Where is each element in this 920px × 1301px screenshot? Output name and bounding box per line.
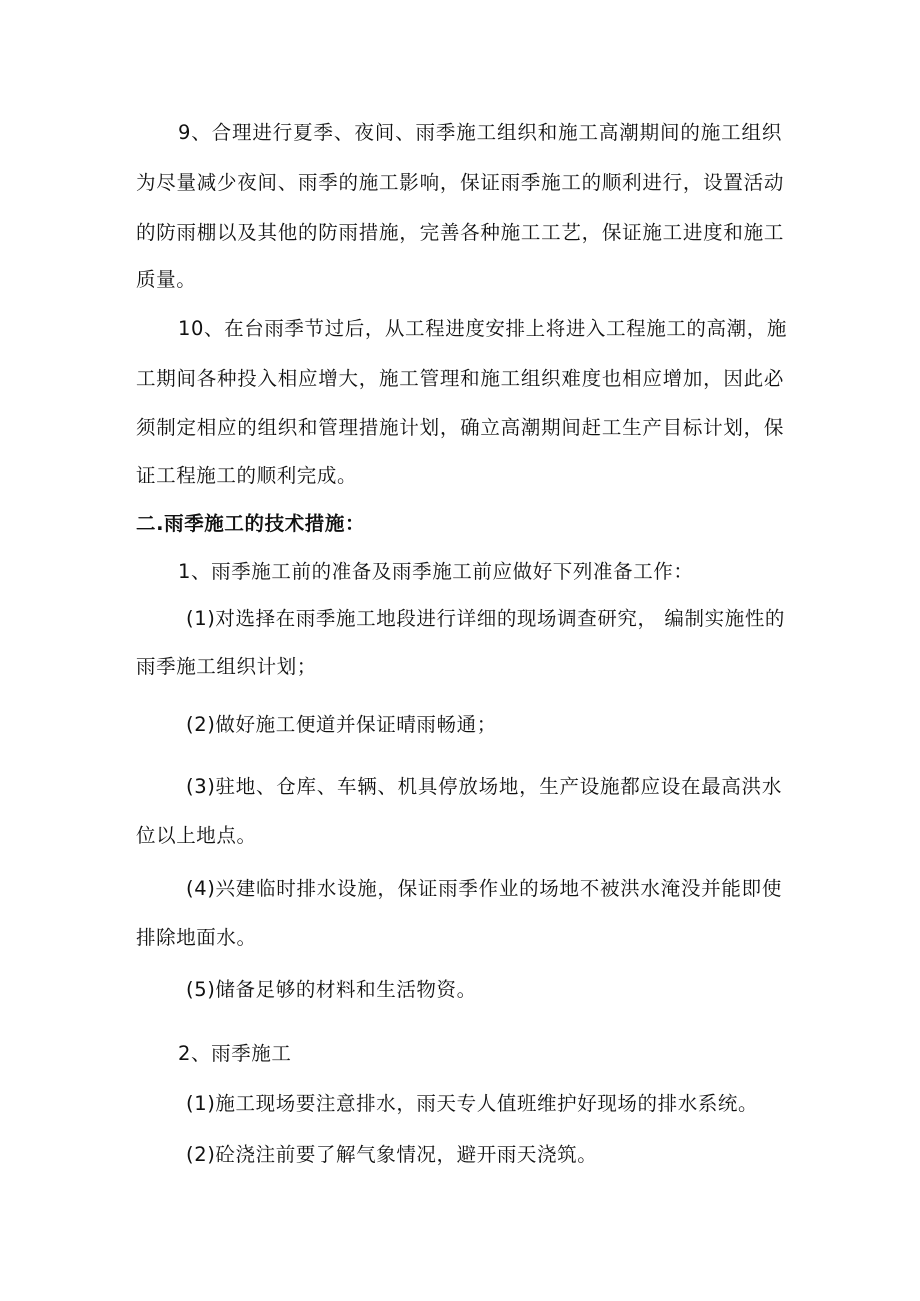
section-heading: 二.雨季施工的技术措施： xyxy=(136,512,366,535)
item-1-sub-4-line-2: 排除地面水。 xyxy=(136,926,257,949)
item-1-sub-1-line-1: (1)对选择在雨季施工地段进行详细的现场调查研究， 编制实施性的 xyxy=(186,607,786,630)
paragraph-9-line-2: 为尽量减少夜间、雨季的施工影响，保证雨季施工的顺利进行，设置活动 xyxy=(136,171,784,194)
paragraph-10-line-3: 须制定相应的组织和管理措施计划，确立高潮期间赶工生产目标计划，保 xyxy=(136,416,784,439)
paragraph-10-line-4: 证工程施工的顺利完成。 xyxy=(136,464,358,487)
item-1-sub-1-line-2: 雨季施工组织计划； xyxy=(136,655,317,678)
item-2-title: 2、雨季施工 xyxy=(178,1042,292,1065)
item-1-title: 1、雨季施工前的准备及雨季施工前应做好下列准备工作： xyxy=(178,560,694,583)
item-2-sub-1: (1)施工现场要注意排水，雨天专人值班维护好现场的排水系统。 xyxy=(186,1092,759,1115)
item-1-sub-5: (5)储备足够的材料和生活物资。 xyxy=(186,978,477,1001)
item-2-sub-2: (2)砼浇注前要了解气象情况，避开雨天浇筑。 xyxy=(186,1143,598,1166)
paragraph-10-line-1: 10、在台雨季节过后，从工程进度安排上将进入工程施工的高潮，施 xyxy=(178,317,787,340)
paragraph-9-line-1: 9、合理进行夏季、夜间、雨季施工组织和施工高潮期间的施工组织 xyxy=(178,121,782,144)
paragraph-9-line-3: 的防雨棚以及其他的防雨措施，完善各种施工工艺，保证施工进度和施工 xyxy=(136,221,784,244)
paragraph-10-line-2: 工期间各种投入相应增大，施工管理和施工组织难度也相应增加，因此必 xyxy=(136,367,784,390)
paragraph-9-line-4: 质量。 xyxy=(136,268,197,291)
item-1-sub-3-line-1: (3)驻地、仓库、车辆、机具停放场地，生产设施都应设在最高洪水 xyxy=(186,775,782,798)
item-1-sub-3-line-2: 位以上地点。 xyxy=(136,824,257,847)
item-1-sub-4-line-1: (4)兴建临时排水设施，保证雨季作业的场地不被洪水淹没并能即使 xyxy=(186,877,782,900)
item-1-sub-2: (2)做好施工便道并保证晴雨畅通； xyxy=(186,713,497,736)
